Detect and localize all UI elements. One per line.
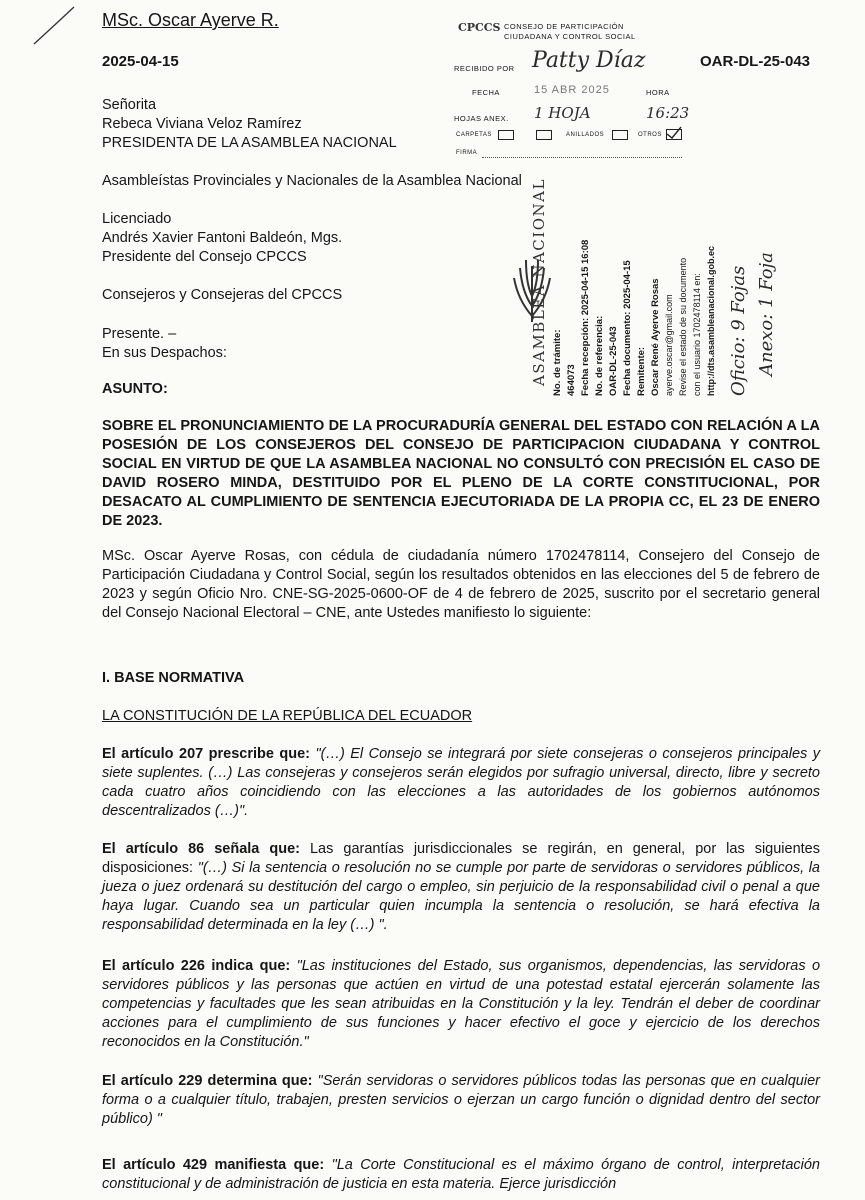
closing-present: Presente. –	[102, 326, 177, 342]
recipient-group-2: Consejeros y Consejeras del CPCCS	[102, 287, 343, 303]
subject-label: ASUNTO:	[102, 381, 168, 397]
stamp-line-user: con el usuario 1702478114 en:	[692, 273, 702, 396]
subsection-heading-constitucion: LA CONSTITUCIÓN DE LA REPÚBLICA DEL ECUADOR	[102, 708, 473, 724]
folders-checkbox	[498, 130, 514, 140]
received-by-label: RECIBIDO POR	[454, 64, 515, 73]
assembly-stamp	[500, 178, 830, 410]
signature-line	[482, 157, 682, 158]
article-lead: El artículo 229 determina que:	[102, 1073, 313, 1089]
handwritten-pages-note: Oficio: 9 Fojas	[728, 265, 749, 396]
time-label: HORA	[646, 88, 670, 97]
article-quote: "(…) El Consejo se integrará por siete consejeras o consejeros principales y siete suplentes. (…) Las consejeras y consejeros serán elegidos por sufragio universal, directo, libre y secreto cada cuatro años coincidiendo con las elecciones a las autoridades de los gobiernos autónomos descentralizados (…)".	[102, 746, 820, 819]
reception-stamp	[452, 18, 692, 158]
closing-offices: En sus Despachos:	[102, 345, 227, 361]
recipient-name-1: Rebeca Viviana Veloz Ramírez	[102, 116, 302, 132]
cpccs-logo: CPCCS	[458, 21, 501, 34]
date-value: 15 ABR 2025	[534, 84, 610, 96]
article-lead: El artículo 86 señala que:	[102, 841, 300, 857]
recipient-title-2: Presidente del Consejo CPCCS	[102, 249, 307, 265]
intro-paragraph: MSc. Oscar Ayerve Rosas, con cédula de ciudadanía número 1702478114, Consejero del Consejo de Participación Ciudadana y Control Social, según los resultados obtenidos en las elecciones del 5 de febrero de 2023 y según Oficio Nro. CNE-SG-2025-0600-OF de 4 de febrero de 2025, suscrito por el secretario general del Consejo Nacional Electoral – CNE, ante Ustedes manifiesto lo siguiente:	[102, 548, 820, 621]
check-mark-icon	[665, 126, 683, 140]
stamp-line-document-date: Fecha documento: 2025-04-15	[622, 260, 633, 396]
author-name: MSc. Oscar Ayerve R.	[102, 10, 279, 30]
stamp-line-check-status: Revise el estado de su documento	[678, 257, 688, 396]
subject-text: SOBRE EL PRONUNCIAMIENTO DE LA PROCURADURÍA GENERAL DEL ESTADO CON RELACIÓN A LA POSESIÓN DE LOS CONSEJEROS DEL CONSEJO DE PARTICIPACION CIUDADANA Y CONTROL SOCIAL EN VIRTUD DE QUE LA ASAMBLEA NACIONAL NO CONSULTÓ CON PRECISIÓN EL CASO DE DAVID ROSERO MINDA, DESTITUIDO POR EL PLENO DE LA CORTE CONSTITUCIONAL, POR DESACATO AL CUMPLIMIENTO DE SENTENCIA EJECUTORIADA DE LA PROPIA CC, EL 23 DE ENERO DE 2023.	[102, 418, 820, 529]
article-quote: "Las instituciones del Estado, sus organismos, dependencias, las servidoras o servidores públicos y las personas que actúen en virtud de una potestad estatal ejercerán solamente las competencias y facultades que les sean atribuidas en la Constitución y la ley. Tendrán el deber de coordinar acciones para el cumplimiento de sus funciones y hacer efectivo el goce y ejercicio de los derechos reconocidos en la Constitución."	[102, 958, 821, 1050]
time-value: 16:23	[646, 104, 690, 122]
stamp-line-sender-label: Remitente:	[636, 346, 647, 396]
signature-label: FIRMA	[456, 150, 478, 156]
stamp-line-url: http://dts.asambleanacional.gob.ec	[706, 245, 716, 396]
article-intro: Las garantías jurisdiccionales se regirán, en general, por las siguientes disposiciones:	[102, 841, 820, 876]
others-label: OTROS	[638, 132, 662, 138]
stamp-line-reference: No. de referencia:	[594, 315, 605, 396]
stamp-line-tramite-number: 464073	[566, 364, 577, 396]
stamp-line-tramite: No. de trámite:	[552, 329, 563, 396]
sheets-value: 1 HOJA	[534, 104, 591, 122]
recipient-title-1: PRESIDENTA DE LA ASAMBLEA NACIONAL	[102, 135, 397, 151]
salutation-2: Licenciado	[102, 211, 172, 227]
folders-label: CARPETAS	[456, 132, 492, 138]
article-quote: "(…) Si la sentencia o resolución no se cumple por parte de servidoras o servidores públicos, la jueza o juez ordenará su destitución del cargo o empleo, sin perjuicio de la responsabilidad civil o penal a que haya lugar. Cuando sea un particular quien incumpla la sentencia o resolución, se hará efectiva la responsabilidad determinada en la ley (…) ".	[102, 860, 820, 933]
article-229-paragraph	[102, 1072, 820, 1129]
stamp-org-line2: CIUDADANA Y CONTROL SOCIAL	[504, 32, 636, 41]
article-quote: "La Corte Constitucional es el máximo órgano de control, interpretación constitucional y de administración de justicia en esta materia. Ejerce jurisdicción	[102, 1157, 820, 1192]
reference-number: OAR-DL-25-043	[700, 53, 811, 70]
salutation-1: Señorita	[102, 97, 157, 113]
stamp-line-reference-number: OAR-DL-25-043	[608, 326, 619, 396]
section-heading-base-normativa: I. BASE NORMATIVA	[102, 670, 245, 686]
recipient-group-1: Asambleístas Provinciales y Nacionales de la Asamblea Nacional	[102, 173, 522, 189]
sheets-label: HOJAS ANEX.	[454, 114, 509, 123]
article-207-paragraph	[102, 745, 820, 821]
pen-stroke-mark	[28, 4, 78, 48]
author-header	[102, 10, 279, 31]
article-86-paragraph	[102, 840, 820, 935]
binders-label: ANILLADOS	[566, 132, 605, 138]
binders-checkbox	[612, 130, 628, 140]
article-lead: El artículo 207 prescribe que:	[102, 746, 311, 762]
date-label: FECHA	[472, 88, 500, 97]
assembly-org-name: ASAMBLEA NACIONAL	[530, 178, 548, 386]
document-date: 2025-04-15	[102, 53, 179, 70]
stamp-line-sender-email: ayerve.oscar@gmail.com	[664, 294, 674, 396]
article-429-paragraph	[102, 1156, 820, 1194]
stamp-org-line1: CONSEJO DE PARTICIPACIÓN	[504, 22, 624, 31]
stamp-line-sender-name: Oscar René Ayerve Rosas	[650, 278, 661, 396]
cds-checkbox	[536, 130, 552, 140]
handwritten-annex-note: Anexo: 1 Foja	[756, 252, 777, 376]
article-lead: El artículo 226 indica que:	[102, 958, 291, 974]
article-226-paragraph	[102, 957, 820, 1052]
article-lead: El artículo 429 manifiesta que:	[102, 1157, 325, 1173]
recipient-name-2: Andrés Xavier Fantoni Baldeón, Mgs.	[102, 230, 343, 246]
stamp-line-reception-date: Fecha recepción: 2025-04-15 16:08	[580, 239, 591, 396]
received-by-signature: Patty Díaz	[532, 48, 646, 73]
article-quote: "Serán servidoras o servidores públicos todas las personas que en cualquier forma o a cualquier título, trabajen, presten servicios o ejerzan un cargo función o dignidad dentro del sector público) "	[102, 1073, 820, 1127]
